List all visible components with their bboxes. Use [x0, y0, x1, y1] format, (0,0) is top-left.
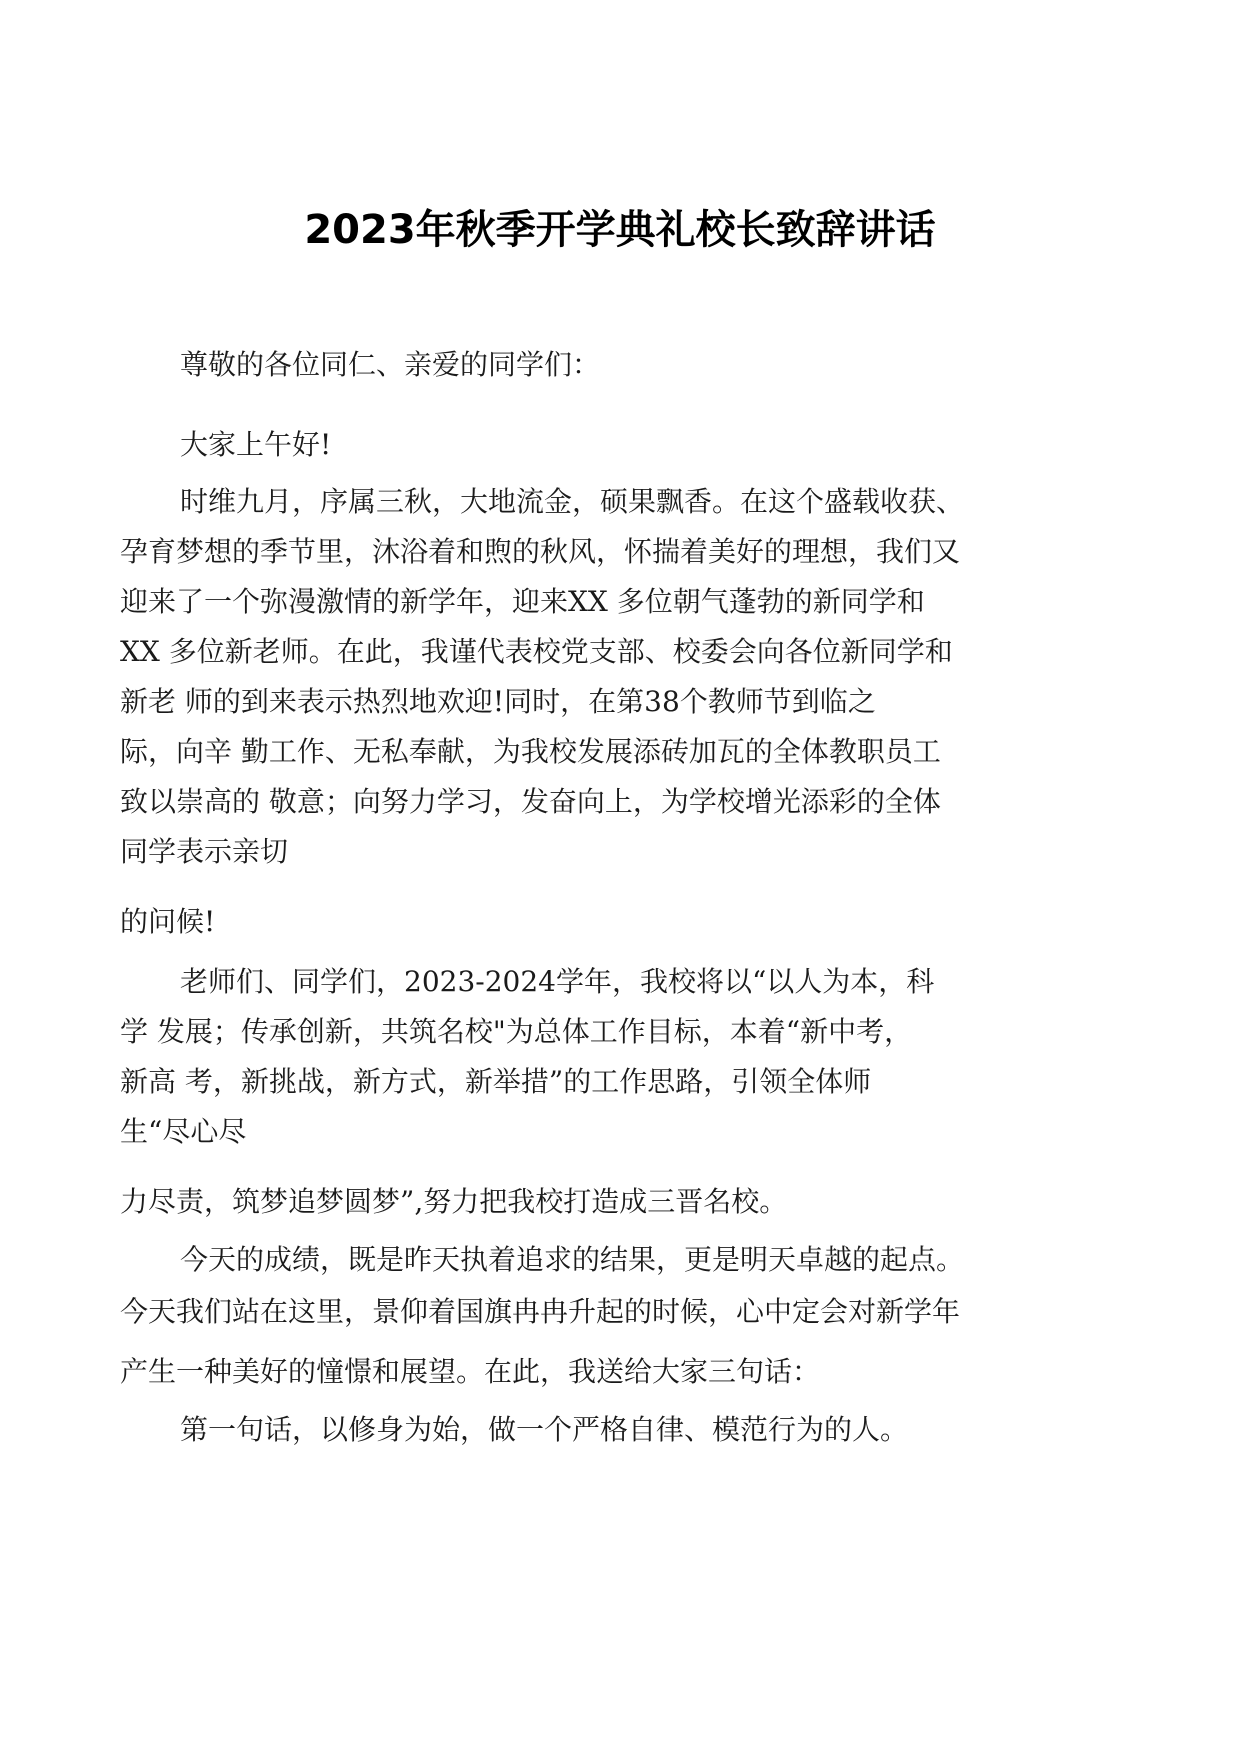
paragraph-line: 老师们、同学们，2023-2024学年，我校将以“以人为本，科 [180, 965, 935, 998]
paragraph-line: 际，向辛 勤工作、无私奉献，为我校发展添砖加瓦的全体教职员工 [120, 735, 941, 768]
greeting: 大家上午好! [180, 428, 332, 461]
paragraph-line: 时维九月，序属三秋，大地流金，硕果飘香。在这个盛载收获、 [180, 485, 965, 518]
paragraph-line: 的问候! [120, 905, 216, 938]
paragraph-line: 今天的成绩，既是昨天执着追求的结果，更是明天卓越的起点。 [180, 1243, 965, 1276]
salutation: 尊敬的各位同仁、亲爱的同学们： [180, 348, 601, 381]
paragraph-line: 新老 师的到来表示热烈地欢迎!同时，在第38个教师节到临之 [120, 685, 876, 718]
paragraph-line: 今天我们站在这里，景仰着国旗冉冉升起的时候，心中定会对新学年 [120, 1295, 961, 1328]
paragraph-line: 产生一种美好的憧憬和展望。在此，我送给大家三句话： [120, 1355, 821, 1388]
paragraph-line: 学 发展；传承创新，共筑名校"为总体工作目标，本着“新中考， [120, 1015, 913, 1048]
paragraph-line: 迎来了一个弥漫激情的新学年，迎来XX 多位朝气蓬勃的新同学和 [120, 585, 925, 618]
paragraph-line: 第一句话，以修身为始，做一个严格自律、模范行为的人。 [180, 1413, 909, 1446]
paragraph-line: 生“尽心尽 [120, 1115, 247, 1148]
paragraph-line: XX 多位新老师。在此，我谨代表校党支部、校委会向各位新同学和 [120, 635, 953, 668]
paragraph-line: 致以崇高的 敬意；向努力学习，发奋向上，为学校增光添彩的全体 [120, 785, 941, 818]
document-title: 2023年秋季开学典礼校长致辞讲话 [304, 207, 936, 253]
paragraph-line: 同学表示亲切 [120, 835, 289, 868]
paragraph-line: 力尽责，筑梦追梦圆梦”,努力把我校打造成三晋名校。 [120, 1185, 788, 1218]
paragraph-line: 孕育梦想的季节里，沐浴着和煦的秋风，怀揣着美好的理想，我们又 [120, 535, 961, 568]
paragraph-line: 新高 考，新挑战，新方式，新举措”的工作思路，引领全体师 [120, 1065, 872, 1098]
